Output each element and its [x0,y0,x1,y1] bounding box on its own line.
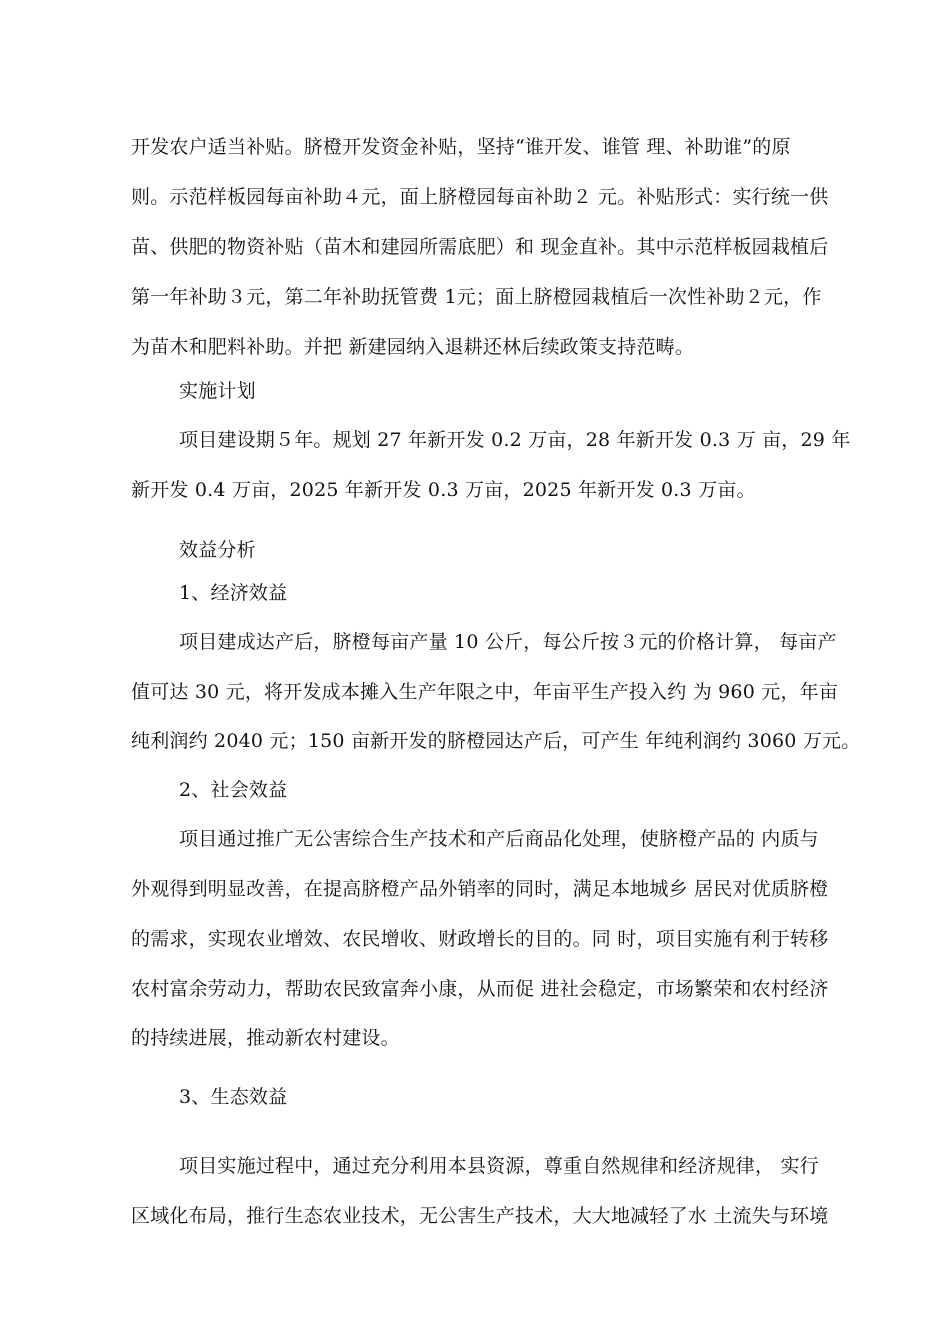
paragraph-plan-line-1: 项目建设期５年。规划 27 年新开发 0.2 万亩，28 年新开发 0.3 万 亩，29 年 [179,429,851,451]
paragraph-subsidy-line-1: 开发农户适当补贴。脐橙开发资金补贴，坚持“谁开发、谁管 理、补助谁”的原 [131,136,791,158]
paragraph-economic-line-1: 项目建成达产后，脐橙每亩产量 10 公斤，每公斤按３元的价格计算， 每亩产 [179,631,837,653]
paragraph-ecological-line-2: 区域化布局，推行生态农业技术，无公害生产技术，大大地减轻了水 土流失与环境 [131,1205,829,1227]
heading-social-benefit: 2、社会效益 [179,779,288,801]
paragraph-social-line-4: 农村富余劳动力，帮助农民致富奔小康，从而促 进社会稳定，市场繁荣和农村经济 [131,978,829,1000]
paragraph-subsidy-line-4: 第一年补助３元，第二年补助抚管费 1元；面上脐橙园栽植后一次性补助２元，作 [131,286,822,308]
paragraph-social-line-2: 外观得到明显改善，在提高脐橙产品外销率的同时，满足本地城乡 居民对优质脐橙 [131,878,829,900]
paragraph-subsidy-line-5: 为苗木和肥料补助。并把 新建园纳入退耕还林后续政策支持范畴。 [131,336,695,358]
heading-economic-benefit: 1、经济效益 [179,582,288,604]
paragraph-ecological-line-1: 项目实施过程中，通过充分利用本县资源，尊重自然规律和经济规律， 实行 [179,1155,819,1177]
heading-ecological-benefit: 3、生态效益 [179,1086,288,1108]
paragraph-subsidy-line-3: 苗、供肥的物资补贴（苗木和建园所需底肥）和 现金直补。其中示范样板园栽植后 [131,236,829,258]
heading-benefit-analysis: 效益分析 [179,539,256,561]
paragraph-social-line-5: 的持续进展，推动新农村建设。 [131,1027,400,1049]
paragraph-economic-line-2: 值可达 30 元，将开发成本摊入生产年限之中，年亩平生产投入约 为 960 元，年亩 [131,681,839,703]
heading-implementation-plan: 实施计划 [179,380,256,402]
paragraph-subsidy-line-2: 则。示范样板园每亩补助４元，面上脐橙园每亩补助２ 元。补贴形式：实行统一供 [131,186,829,208]
paragraph-social-line-1: 项目通过推广无公害综合生产技术和产后商品化处理，使脐橙产品的 内质与 [179,828,819,850]
paragraph-plan-line-2: 新开发 0.4 万亩，2025 年新开发 0.3 万亩，2025 年新开发 0.3 万亩。 [131,479,756,501]
paragraph-social-line-3: 的需求，实现农业增效、农民增收、财政增长的目的。同 时，项目实施有利于转移 [131,928,829,950]
paragraph-economic-line-3: 纯利润约 2040 元；150 亩新开发的脐橙园达产后，可产生 年纯利润约 3060 万元。 [131,730,861,752]
